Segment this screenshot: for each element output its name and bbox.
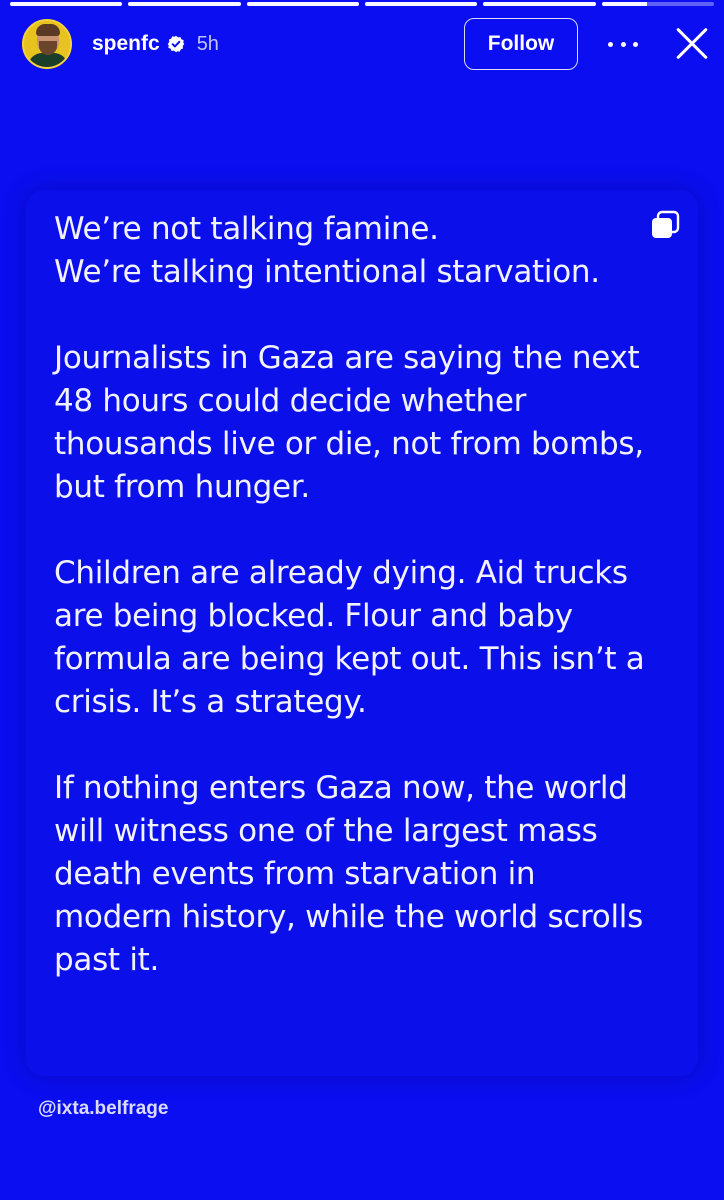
post-text xyxy=(54,208,654,982)
progress-segment-6 xyxy=(602,2,714,6)
avatar[interactable] xyxy=(22,19,72,69)
progress-segment-5 xyxy=(483,2,595,6)
post-paragraph-1: We’re not talking famine. We’re talking intentional starvation. xyxy=(54,211,600,290)
post-time: 5h xyxy=(196,32,219,55)
mention-sticker[interactable]: @ixta.belfrage xyxy=(38,1098,169,1119)
carousel-multiple-icon xyxy=(650,210,680,240)
progress-segment-4 xyxy=(365,2,477,6)
post-paragraph-4: If nothing enters Gaza now, the world will witness one of the largest mass death events from starvation in modern history, while the world scrolls past it. xyxy=(54,770,643,978)
story-header xyxy=(22,18,710,70)
shared-post-card[interactable] xyxy=(26,190,698,1076)
username[interactable]: spenfc xyxy=(92,32,160,55)
post-paragraph-3: Children are already dying. Aid trucks are being blocked. Flour and baby formula are being kept out. This isn’t a crisis. It’s a strategy. xyxy=(54,555,645,720)
progress-segment-2 xyxy=(128,2,240,6)
progress-segment-3 xyxy=(247,2,359,6)
post-paragraph-2: Journalists in Gaza are saying the next 48 hours could decide whether thousands live or die, not from bombs, but from hunger. xyxy=(54,340,644,505)
verified-badge-icon xyxy=(167,35,185,53)
close-icon[interactable] xyxy=(674,26,710,62)
more-options-icon[interactable] xyxy=(608,34,638,54)
follow-button[interactable]: Follow xyxy=(464,18,578,70)
story-progress-bar xyxy=(10,2,714,6)
progress-segment-1 xyxy=(10,2,122,6)
